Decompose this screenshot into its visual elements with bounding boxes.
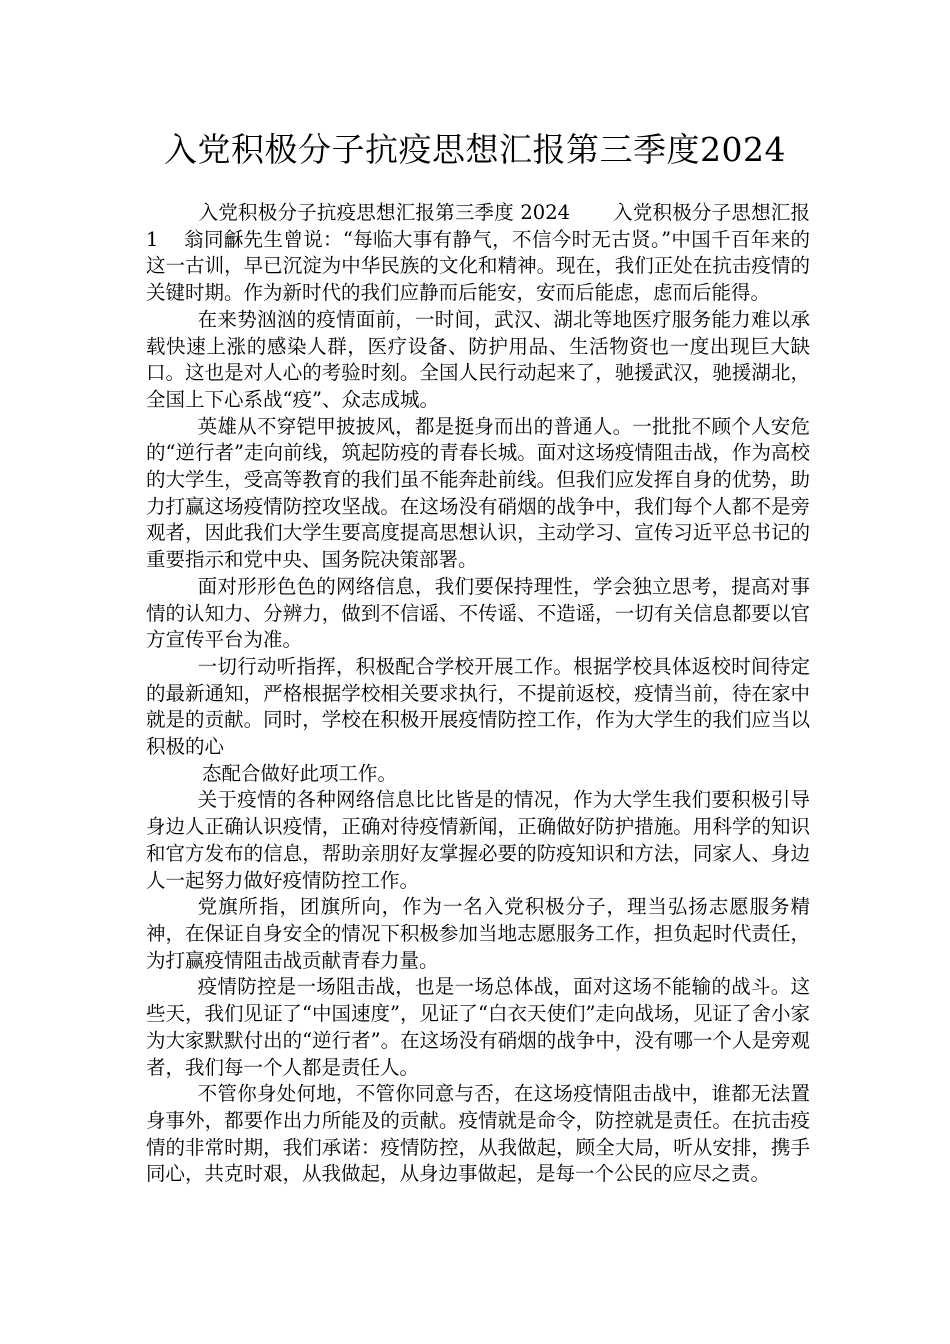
paragraph: 不管你身处何地，不管你同意与否，在这场疫情阻击战中，谁都无法置身事外，都要作出力所能及的贡献。疫情就是命令，防控就是责任。在抗击疫情的非常时期，我们承诺：疫情防控，从我做起，顾全大局，听从安排，携手同心，共克时艰，从我做起，从身边事做起，是每一个公民的应尽之责。 (146, 1082, 810, 1186)
document-title: 入党积极分子抗疫思想汇报第三季度2024 (164, 130, 786, 169)
intro-heading-repeat: 入党积极分子抗疫思想汇报第三季度 2024 (198, 201, 571, 224)
paragraph: 关于疫情的各种网络信息比比皆是的情况，作为大学生我们要积极引导身边人正确认识疫情，正确对待疫情新闻，正确做好防护措施。用科学的知识和官方发布的信息，帮助亲朋好友掌握必要的防疫知识和方法，同家人、身边人一起努力做好疫情防控工作。 (146, 788, 810, 892)
paragraph-continuation: 态配合做好此项工作。 (202, 761, 398, 785)
paragraph: 党旗所指，团旗所向，作为一名入党积极分子，理当弘扬志愿服务精神，在保证自身安全的情况下积极参加当地志愿服务工作，担负起时代责任，为打赢疫情阻击战贡献青春力量。 (146, 895, 810, 972)
paragraph: 疫情防控是一场阻击战，也是一场总体战，面对这场不能输的战斗。这些天，我们见证了“中国速度”，见证了“白衣天使们”走向战场，见证了舍小家为大家默默付出的“逆行者”。在这场没有硝烟的战争中，没有哪一个人是旁观者，我们每一个人都是责任人。 (146, 975, 810, 1079)
intro-text: 翁同龢先生曾说：“每临大事有静气，不信今时无古贤。”中国千百年来的这一古训，早已沉淀为中华民族的文化和精神。现在，我们正处在抗击疫情的关键时期。作为新时代的我们应静而后能安，安而后能虑，虑而后能得。 (146, 227, 810, 305)
paragraph: 英雄从不穿铠甲披披风，都是挺身而出的普通人。一批批不顾个人安危的“逆行者”走向前线，筑起防疫的青春长城。面对这场疫情阻击战，作为高校的大学生，受高等教育的我们虽不能奔赴前线。但我们应发挥自身的优势，助力打赢这场疫情防控攻坚战。在这场没有硝烟的战争中，我们每个人都不是旁观者，因此我们大学生要高度提高思想认识，主动学习、宣传习近平总书记的重要指示和党中央、国务院决策部署。 (146, 414, 810, 572)
paragraph: 在来势汹汹的疫情面前，一时间，武汉、湖北等地医疗服务能力难以承载快速上涨的感染人群，医疗设备、防护用品、生活物资也一度出现巨大缺口。这也是对人心的考验时刻。全国人民行动起来了，驰援武汉，驰援湖北，全国上下心系战“疫”、众志成城。 (146, 307, 810, 411)
intro-report-label: 入党积极分子思想汇报 1 (146, 201, 810, 251)
document-body (146, 200, 810, 1188)
paragraph: 一切行动听指挥，积极配合学校开展工作。根据学校具体返校时间待定的最新通知，严格根据学校相关要求执行，不提前返校，疫情当前，待在家中就是的贡献。同时，学校在积极开展疫情防控工作，作为大学生的我们应当以积极的心 (146, 654, 810, 759)
paragraph-intro (146, 200, 810, 307)
paragraph: 面对形形色色的网络信息，我们要保持理性，学会独立思考，提高对事情的认知力、分辨力，做到不信谣、不传谣、不造谣，一切有关信息都要以官方宣传平台为准。 (146, 574, 810, 652)
